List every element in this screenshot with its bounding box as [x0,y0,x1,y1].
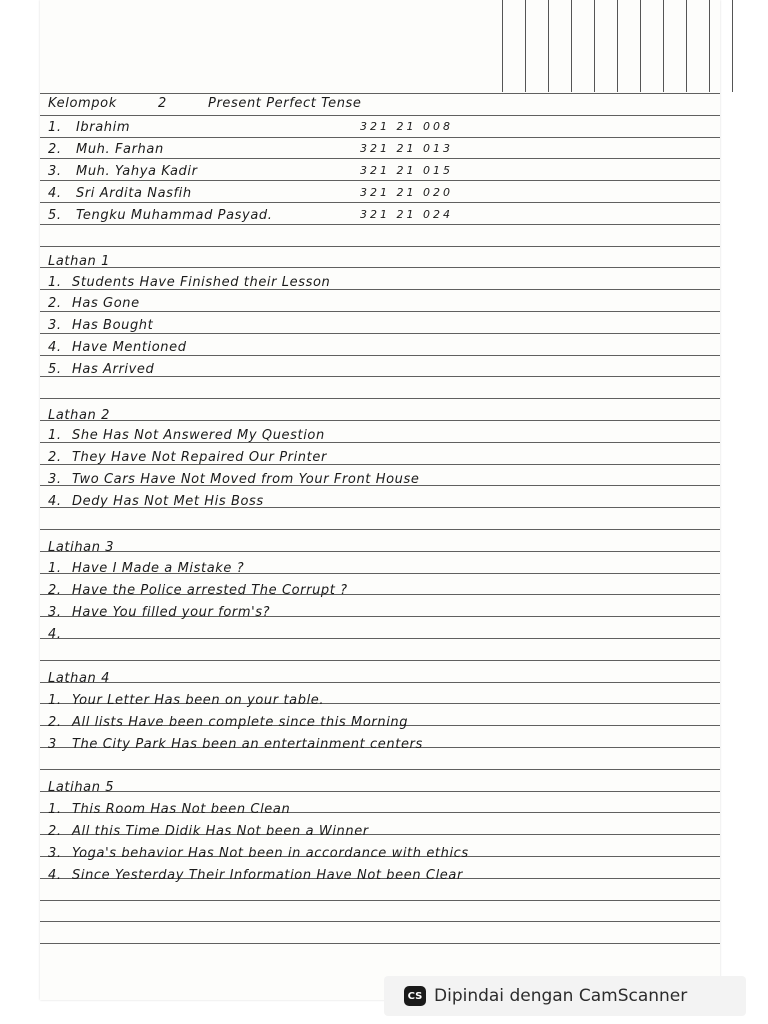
item-number: 1. [48,428,62,443]
item-number: 2. [48,583,62,598]
item-number: 4. [48,494,62,509]
exercise-item [48,715,708,737]
margin-line [525,0,526,92]
ruled-line [40,267,720,268]
ruled-line [40,420,720,421]
item-number: 3. [48,605,62,620]
group-header [48,96,708,118]
member-nim: 321 21 013 [360,142,453,155]
item-text: Your Letter Has been on your table. [72,693,325,708]
ruled-line [40,93,720,94]
ruled-line [40,660,720,661]
exercise-item [48,428,708,450]
member-row [48,142,708,164]
exercise-item [48,494,708,516]
member-number: 3. [48,164,62,179]
item-number: 4. [48,627,62,642]
ruled-line [40,769,720,770]
exercise-item [48,472,708,494]
item-text: Has Bought [72,318,154,333]
ruled-line [40,900,720,901]
exercise-item [48,737,708,759]
exercise-title: Latihan 3 [48,540,115,555]
item-text: They Have Not Repaired Our Printer [72,450,327,465]
item-text: Have I Made a Mistake ? [72,561,245,576]
item-text: Have You filled your form's? [72,605,271,620]
item-text: All this Time Didik Has Not been a Winner [72,824,369,839]
exercise-title: Latihan 5 [48,780,115,795]
item-number: 1. [48,802,62,817]
item-number: 1. [48,561,62,576]
margin-line [640,0,641,92]
item-text: Have Mentioned [72,340,187,355]
notebook-page [40,0,720,1000]
item-text: Has Arrived [72,362,155,377]
exercise-item [48,318,708,340]
item-number: 1. [48,693,62,708]
member-number: 5. [48,208,62,223]
margin-line [594,0,595,92]
ruled-line [40,551,720,552]
exercise-item [48,868,708,890]
ruled-line [40,246,720,247]
exercise-item [48,561,708,583]
exercise-item [48,824,708,846]
member-nim: 321 21 024 [360,208,453,221]
item-number: 2. [48,715,62,730]
exercise-title: Lathan 2 [48,408,110,423]
ruled-line [40,529,720,530]
ruled-line [40,682,720,683]
camscanner-logo-icon: CS [404,986,426,1006]
exercise-item [48,340,708,362]
item-text: Yoga's behavior Has Not been in accordance with ethics [72,846,469,861]
member-row [48,208,708,230]
ruled-line [40,943,720,944]
ruled-line [40,398,720,399]
exercise-item [48,450,708,472]
member-number: 2. [48,142,62,157]
item-text: Dedy Has Not Met His Boss [72,494,264,509]
exercise-item [48,275,708,297]
item-number: 5. [48,362,62,377]
item-text: All lists Have been complete since this Morning [72,715,409,730]
margin-lines [502,0,752,92]
member-row [48,120,708,142]
ruled-line [40,921,720,922]
item-number: 4. [48,340,62,355]
margin-line [686,0,687,92]
member-name: Tengku Muhammad Pasyad. [76,208,273,223]
member-row [48,186,708,208]
member-row [48,164,708,186]
exercise-item [48,605,708,627]
exercise-item [48,693,708,715]
camscanner-label: Dipindai dengan CamScanner [434,986,688,1006]
margin-line [663,0,664,92]
item-text: She Has Not Answered My Question [72,428,325,443]
exercise-item [48,583,708,605]
exercise-item [48,362,708,384]
camscanner-badge [384,976,746,1016]
item-number: 2. [48,296,62,311]
member-name: Ibrahim [76,120,131,135]
item-number: 3. [48,472,62,487]
item-text: This Room Has Not been Clean [72,802,291,817]
item-number: 4. [48,868,62,883]
margin-line [548,0,549,92]
item-number: 3. [48,846,62,861]
member-nim: 321 21 008 [360,120,453,133]
item-number: 1. [48,275,62,290]
item-number: 3 [48,737,57,752]
item-text: Has Gone [72,296,140,311]
exercise-item [48,627,708,649]
exercise-item [48,846,708,868]
exercise-item [48,296,708,318]
item-text: Two Cars Have Not Moved from Your Front House [72,472,420,487]
member-nim: 321 21 015 [360,164,453,177]
topic-title: Present Perfect Tense [208,96,362,111]
margin-line [502,0,503,92]
ruled-line [40,791,720,792]
member-number: 4. [48,186,62,201]
item-text: Have the Police arrested The Corrupt ? [72,583,348,598]
item-number: 2. [48,450,62,465]
item-number: 3. [48,318,62,333]
margin-line [571,0,572,92]
margin-line [709,0,710,92]
group-number: 2 [158,96,167,111]
member-name: Muh. Yahya Kadir [76,164,198,179]
margin-line [732,0,733,92]
exercise-item [48,802,708,824]
member-nim: 321 21 020 [360,186,453,199]
kelompok-label: Kelompok [48,96,117,111]
member-number: 1. [48,120,62,135]
item-number: 2. [48,824,62,839]
exercise-title: Lathan 4 [48,671,110,686]
margin-line [617,0,618,92]
member-name: Sri Ardita Nasfih [76,186,192,201]
item-text: The City Park Has been an entertainment centers [72,737,423,752]
item-text: Students Have Finished their Lesson [72,275,331,290]
item-text: Since Yesterday Their Information Have Not been Clear [72,868,463,883]
exercise-title: Lathan 1 [48,254,110,269]
member-name: Muh. Farhan [76,142,164,157]
